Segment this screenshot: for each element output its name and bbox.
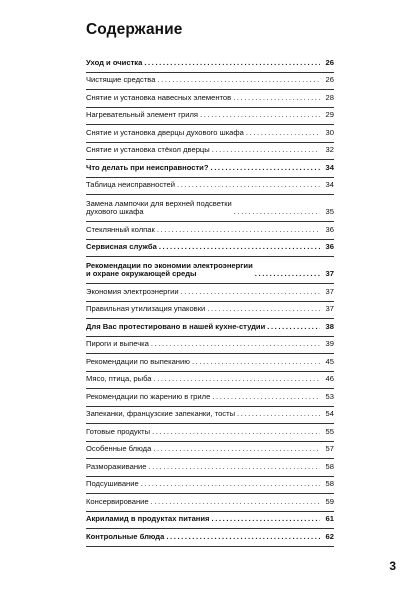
toc-entry[interactable] <box>86 90 334 108</box>
table-of-contents <box>86 55 334 547</box>
toc-entry[interactable] <box>86 512 334 530</box>
toc-entry-title: Снятие и установка стёкол дверцы <box>86 145 210 155</box>
dot-leader <box>177 181 320 190</box>
toc-entry-page: 36 <box>325 242 334 252</box>
toc-entry-title: Чистящие средства <box>86 75 156 85</box>
toc-entry[interactable] <box>86 459 334 477</box>
toc-entry[interactable] <box>86 195 334 222</box>
toc-entry-title: Снятие и установка навесных элементов <box>86 92 232 102</box>
toc-entry-title: Экономия электроэнергии <box>86 286 179 296</box>
toc-entry-title: Мясо, птица, рыба <box>86 374 152 384</box>
toc-entry-title: Таблица неисправностей <box>86 180 176 190</box>
toc-entry[interactable] <box>86 302 334 320</box>
dot-leader <box>151 498 320 507</box>
toc-entry-page: 58 <box>325 479 334 489</box>
toc-entry-page: 26 <box>325 75 334 85</box>
toc-entry[interactable] <box>86 222 334 240</box>
toc-entry-title: Акриламид в продуктах питания <box>86 514 210 524</box>
dot-leader <box>166 533 320 542</box>
toc-entry-title: Снятие и установка дверцы духового шкафа <box>86 127 244 137</box>
toc-entry[interactable] <box>86 529 334 547</box>
toc-entry-page: 58 <box>325 461 334 471</box>
toc-entry-title: Рекомендации по жарению в гриле <box>86 391 211 401</box>
toc-entry[interactable] <box>86 337 334 355</box>
toc-entry[interactable] <box>86 424 334 442</box>
dot-leader <box>212 393 320 402</box>
toc-entry[interactable] <box>86 442 334 460</box>
toc-entry[interactable] <box>86 372 334 390</box>
dot-leader <box>144 59 320 68</box>
toc-entry-page: 57 <box>325 444 334 454</box>
toc-entry[interactable] <box>86 125 334 143</box>
dot-leader <box>246 129 320 138</box>
toc-entry-title: Рекомендации по выпеканию <box>86 356 190 366</box>
dot-leader <box>212 515 321 524</box>
toc-entry-page: 35 <box>325 207 334 217</box>
toc-entry-page: 37 <box>325 269 334 279</box>
toc-entry-title: Размораживание <box>86 461 147 471</box>
toc-entry-page: 29 <box>325 110 334 120</box>
toc-entry[interactable] <box>86 73 334 91</box>
toc-entry[interactable] <box>86 143 334 161</box>
page-title: Содержание <box>86 21 183 38</box>
dot-leader <box>267 323 320 332</box>
toc-entry-page: 26 <box>325 57 334 67</box>
dot-leader <box>234 208 320 217</box>
toc-entry-page: 54 <box>325 409 334 419</box>
toc-entry-title: Нагревательный элемент гриля <box>86 110 199 120</box>
dot-leader <box>207 305 320 314</box>
toc-entry-title: Замена лампочки для верхней подсветки духового шкафа <box>86 198 232 217</box>
toc-entry-title: Сервисная служба <box>86 242 157 252</box>
toc-entry-page: 32 <box>325 145 334 155</box>
toc-entry-page: 37 <box>325 304 334 314</box>
dot-leader <box>237 410 320 419</box>
toc-entry-title: Уход и очистка <box>86 57 143 67</box>
toc-entry-page: 45 <box>325 356 334 366</box>
toc-entry-page: 34 <box>325 180 334 190</box>
toc-entry[interactable] <box>86 240 334 258</box>
toc-entry[interactable] <box>86 477 334 495</box>
toc-entry[interactable] <box>86 407 334 425</box>
toc-entry-page: 46 <box>325 374 334 384</box>
dot-leader <box>152 428 320 437</box>
toc-entry-page: 62 <box>325 531 334 541</box>
page-number: 3 <box>389 559 396 573</box>
toc-entry-title: Правильная утилизация упаковки <box>86 304 206 314</box>
toc-entry[interactable] <box>86 284 334 302</box>
toc-entry-page: 37 <box>325 286 334 296</box>
toc-entry-page: 39 <box>325 339 334 349</box>
toc-entry-page: 28 <box>325 92 334 102</box>
toc-entry-page: 36 <box>325 224 334 234</box>
toc-entry[interactable] <box>86 319 334 337</box>
toc-entry-page: 55 <box>325 426 334 436</box>
toc-entry[interactable] <box>86 108 334 126</box>
dot-leader <box>157 76 320 85</box>
toc-entry-title: Подсушивание <box>86 479 139 489</box>
dot-leader <box>153 445 320 454</box>
dot-leader <box>148 463 320 472</box>
toc-entry-title: Готовые продукты <box>86 426 151 436</box>
toc-entry-title: Консервирование <box>86 496 149 506</box>
dot-leader <box>153 375 320 384</box>
toc-entry-title: Для Вас протестировано в нашей кухне-студии <box>86 321 266 331</box>
toc-entry-title: Пироги и выпечка <box>86 339 149 349</box>
toc-entry-title: Контрольные блюда <box>86 531 165 541</box>
toc-entry-title: Рекомендации по экономии электроэнергии и охране окружающей среды <box>86 260 253 279</box>
toc-entry-title: Стеклянный колпак <box>86 224 155 234</box>
toc-entry[interactable] <box>86 354 334 372</box>
toc-entry-title: Что делать при неисправности? <box>86 162 209 172</box>
toc-entry-page: 34 <box>325 162 334 172</box>
toc-entry[interactable] <box>86 257 334 284</box>
dot-leader <box>151 340 320 349</box>
dot-leader <box>233 94 320 103</box>
toc-entry-page: 38 <box>325 321 334 331</box>
toc-entry[interactable] <box>86 494 334 512</box>
dot-leader <box>255 270 320 279</box>
dot-leader <box>200 111 320 120</box>
dot-leader <box>141 480 320 489</box>
dot-leader <box>212 146 320 155</box>
toc-entry-title: Запеканки, французские запеканки, тосты <box>86 409 236 419</box>
dot-leader <box>192 358 320 367</box>
dot-leader <box>159 243 320 252</box>
toc-entry[interactable] <box>86 160 334 178</box>
toc-entry[interactable] <box>86 178 334 196</box>
toc-entry-page: 61 <box>325 514 334 524</box>
toc-entry[interactable] <box>86 389 334 407</box>
toc-entry-page: 53 <box>325 391 334 401</box>
toc-entry-page: 59 <box>325 496 334 506</box>
toc-entry-title: Особенные блюда <box>86 444 152 454</box>
toc-entry[interactable] <box>86 55 334 73</box>
dot-leader <box>157 226 320 235</box>
dot-leader <box>181 288 320 297</box>
toc-entry-page: 30 <box>325 127 334 137</box>
dot-leader <box>211 164 321 173</box>
